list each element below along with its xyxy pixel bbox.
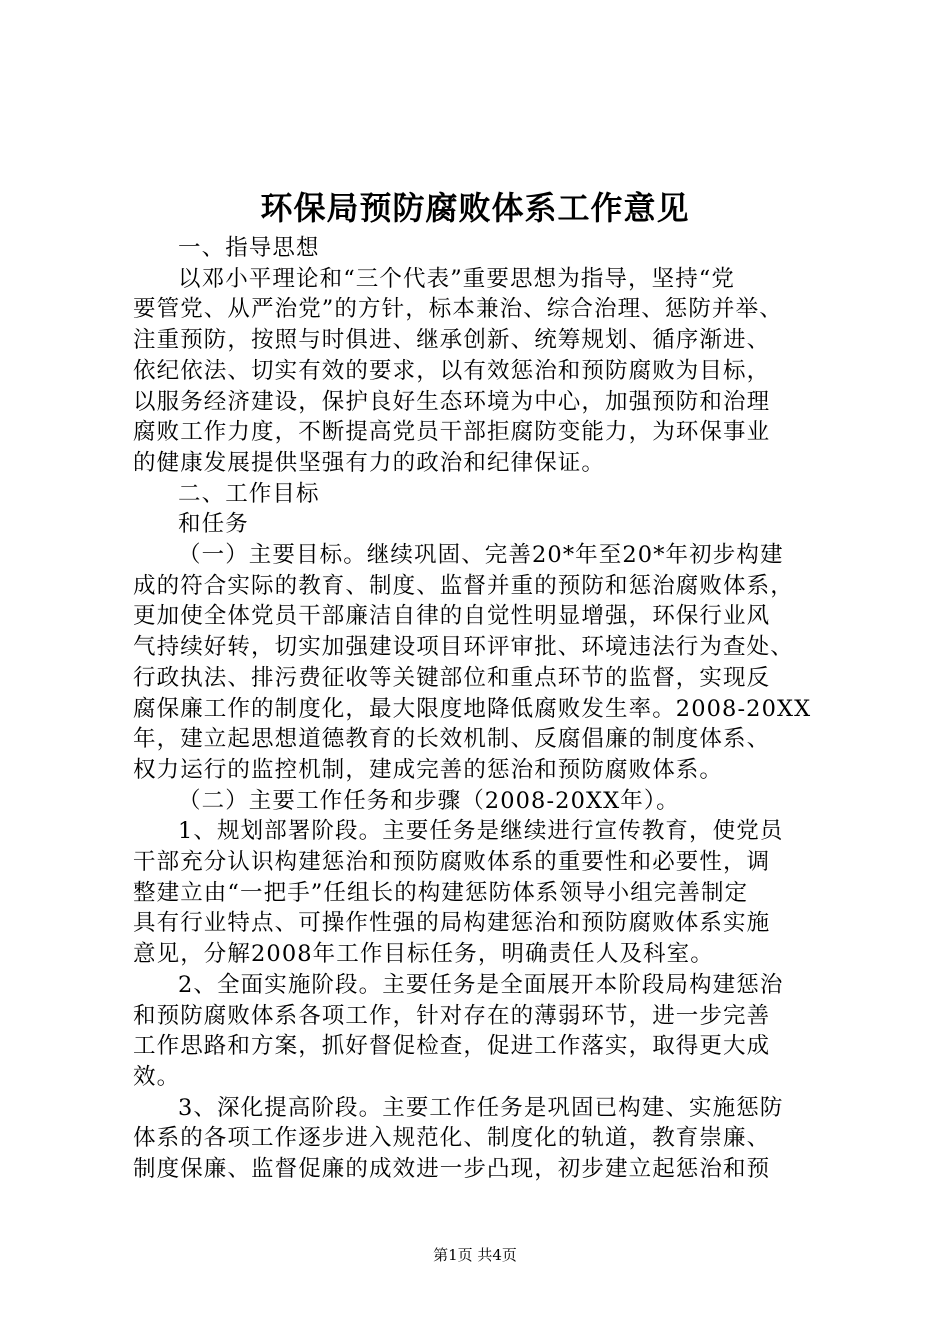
- paragraph-line: 以服务经济建设，保护良好生态环境为中心，加强预防和治理: [133, 388, 771, 415]
- paragraph-line: 制度保廉、监督促廉的成效进一步凸现，初步建立起惩治和预: [133, 1156, 771, 1183]
- paragraph-line: 更加使全体党员干部廉洁自律的自觉性明显增强，环保行业风: [133, 603, 771, 630]
- paragraph-line: 成的符合实际的教育、制度、监督并重的预防和惩治腐败体系，: [133, 572, 794, 599]
- heading-work-goals-cont: 和任务: [178, 511, 249, 538]
- paragraph-line: 工作思路和方案，抓好督促检查，促进工作落实，取得更大成: [133, 1033, 771, 1060]
- paragraph-line: 注重预防，按照与时俱进、继承创新、统筹规划、循序渐进、: [133, 327, 771, 354]
- paragraph-line: 和预防腐败体系各项工作，针对存在的薄弱环节，进一步完善: [133, 1002, 771, 1029]
- heading-work-goals: 二、工作目标: [178, 480, 320, 507]
- paragraph-line: 整建立由“一把手”任组长的构建惩防体系领导小组完善制定: [133, 879, 749, 906]
- paragraph-line: 行政执法、排污费征收等关键部位和重点环节的监督，实现反: [133, 664, 771, 691]
- paragraph-line: （二）主要工作任务和步骤（2008-20XX年）。: [178, 787, 680, 814]
- paragraph-line: 依纪依法、切实有效的要求，以有效惩治和预防腐败为目标，: [133, 357, 771, 384]
- paragraph-line: 以邓小平理论和“三个代表”重要思想为指导，坚持“党: [178, 265, 736, 292]
- paragraph-line: 腐败工作力度，不断提高党员干部拒腐防变能力，为环保事业: [133, 419, 771, 446]
- paragraph-line: 具有行业特点、可操作性强的局构建惩治和预防腐败体系实施: [133, 910, 771, 937]
- paragraph-line: （一）主要目标。继续巩固、完善20*年至20*年初步构建: [178, 542, 784, 569]
- paragraph-line: 体系的各项工作逐步进入规范化、制度化的轨道，教育崇廉、: [133, 1125, 771, 1152]
- paragraph-line: 的健康发展提供坚强有力的政治和纪律保证。: [133, 449, 606, 476]
- paragraph-line: 腐保廉工作的制度化，最大限度地降低腐败发生率。2008-20XX: [133, 695, 812, 722]
- paragraph-line: 年，建立起思想道德教育的长效机制、反腐倡廉的制度体系、: [133, 726, 771, 753]
- paragraph-line: 要管党、从严治党”的方针，标本兼治、综合治理、惩防并举、: [133, 296, 783, 323]
- document-title: 环保局预防腐败体系工作意见: [260, 189, 690, 227]
- paragraph-line: 权力运行的监控机制，建成完善的惩治和预防腐败体系。: [133, 756, 724, 783]
- heading-guiding-ideology: 一、指导思想: [178, 235, 320, 261]
- document-body: [133, 233, 848, 1185]
- paragraph-line: 意见，分解2008年工作目标任务，明确责任人及科室。: [133, 941, 714, 968]
- paragraph-line: 气持续好转，切实加强建设项目环评审批、环境违法行为查处、: [133, 634, 794, 661]
- paragraph-line: 干部充分认识构建惩治和预防腐败体系的重要性和必要性，调: [133, 849, 771, 876]
- paragraph-line: 1、规划部署阶段。主要任务是继续进行宣传教育，使党员: [178, 818, 784, 845]
- page-footer: 第1页 共4页: [433, 1246, 517, 1264]
- paragraph-line: 2、全面实施阶段。主要任务是全面展开本阶段局构建惩治: [178, 971, 784, 998]
- paragraph-line: 3、深化提高阶段。主要工作任务是巩固已构建、实施惩防: [178, 1094, 784, 1121]
- paragraph-line: 效。: [133, 1063, 181, 1090]
